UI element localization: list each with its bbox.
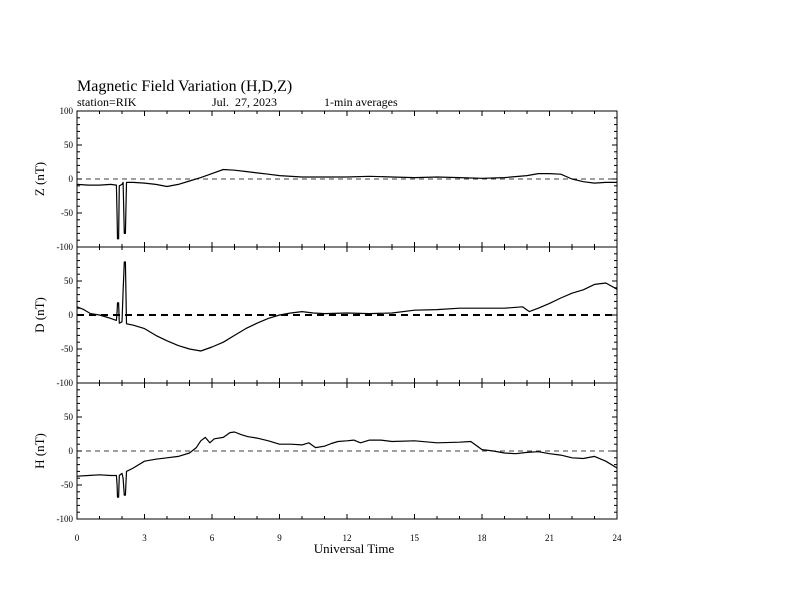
panel-d-ylabel: D (nT) [32, 297, 47, 333]
y-tick-label: 0 [68, 174, 73, 184]
panel-z [32, 106, 617, 252]
panel-h-ylabel: H (nT) [32, 433, 47, 469]
panels [32, 106, 617, 524]
panel-d-series-line [77, 262, 617, 351]
y-tick-label: -50 [61, 344, 73, 354]
x-tick-label: 18 [477, 533, 487, 543]
y-tick-label: 100 [59, 106, 73, 116]
x-tick-label: 9 [277, 533, 282, 543]
y-tick-label: 0 [68, 310, 73, 320]
panel-d [32, 247, 617, 388]
date-label: Jul. 27, 2023 [212, 95, 278, 109]
x-tick-label: 21 [545, 533, 554, 543]
panel-z-ylabel: Z (nT) [32, 161, 47, 197]
panel-h-series-line [77, 432, 617, 497]
y-tick-label: -50 [61, 480, 73, 490]
y-tick-label: 50 [64, 276, 73, 286]
x-tick-label: 6 [209, 533, 215, 543]
panel-h [32, 383, 617, 524]
x-axis-label: Universal Time [313, 541, 395, 556]
panel-z-series-line [77, 170, 617, 239]
y-tick-label: -100 [56, 242, 73, 252]
y-tick-label: -100 [56, 514, 73, 524]
y-tick-label: 50 [64, 412, 73, 422]
station-label: station=RIK [77, 95, 137, 109]
chart-title: Magnetic Field Variation (H,D,Z) [77, 78, 293, 95]
averaging-label: 1-min averages [324, 95, 398, 109]
y-tick-label: 0 [68, 446, 73, 456]
x-tick-label: 12 [342, 533, 352, 543]
y-tick-label: -100 [56, 378, 73, 388]
x-tick-label: 24 [612, 533, 622, 543]
y-tick-label: 50 [64, 140, 73, 150]
x-tick-label: 0 [74, 533, 80, 543]
x-tick-label: 15 [410, 533, 419, 543]
x-tick-label: 3 [142, 533, 147, 543]
y-tick-label: -50 [61, 208, 73, 218]
